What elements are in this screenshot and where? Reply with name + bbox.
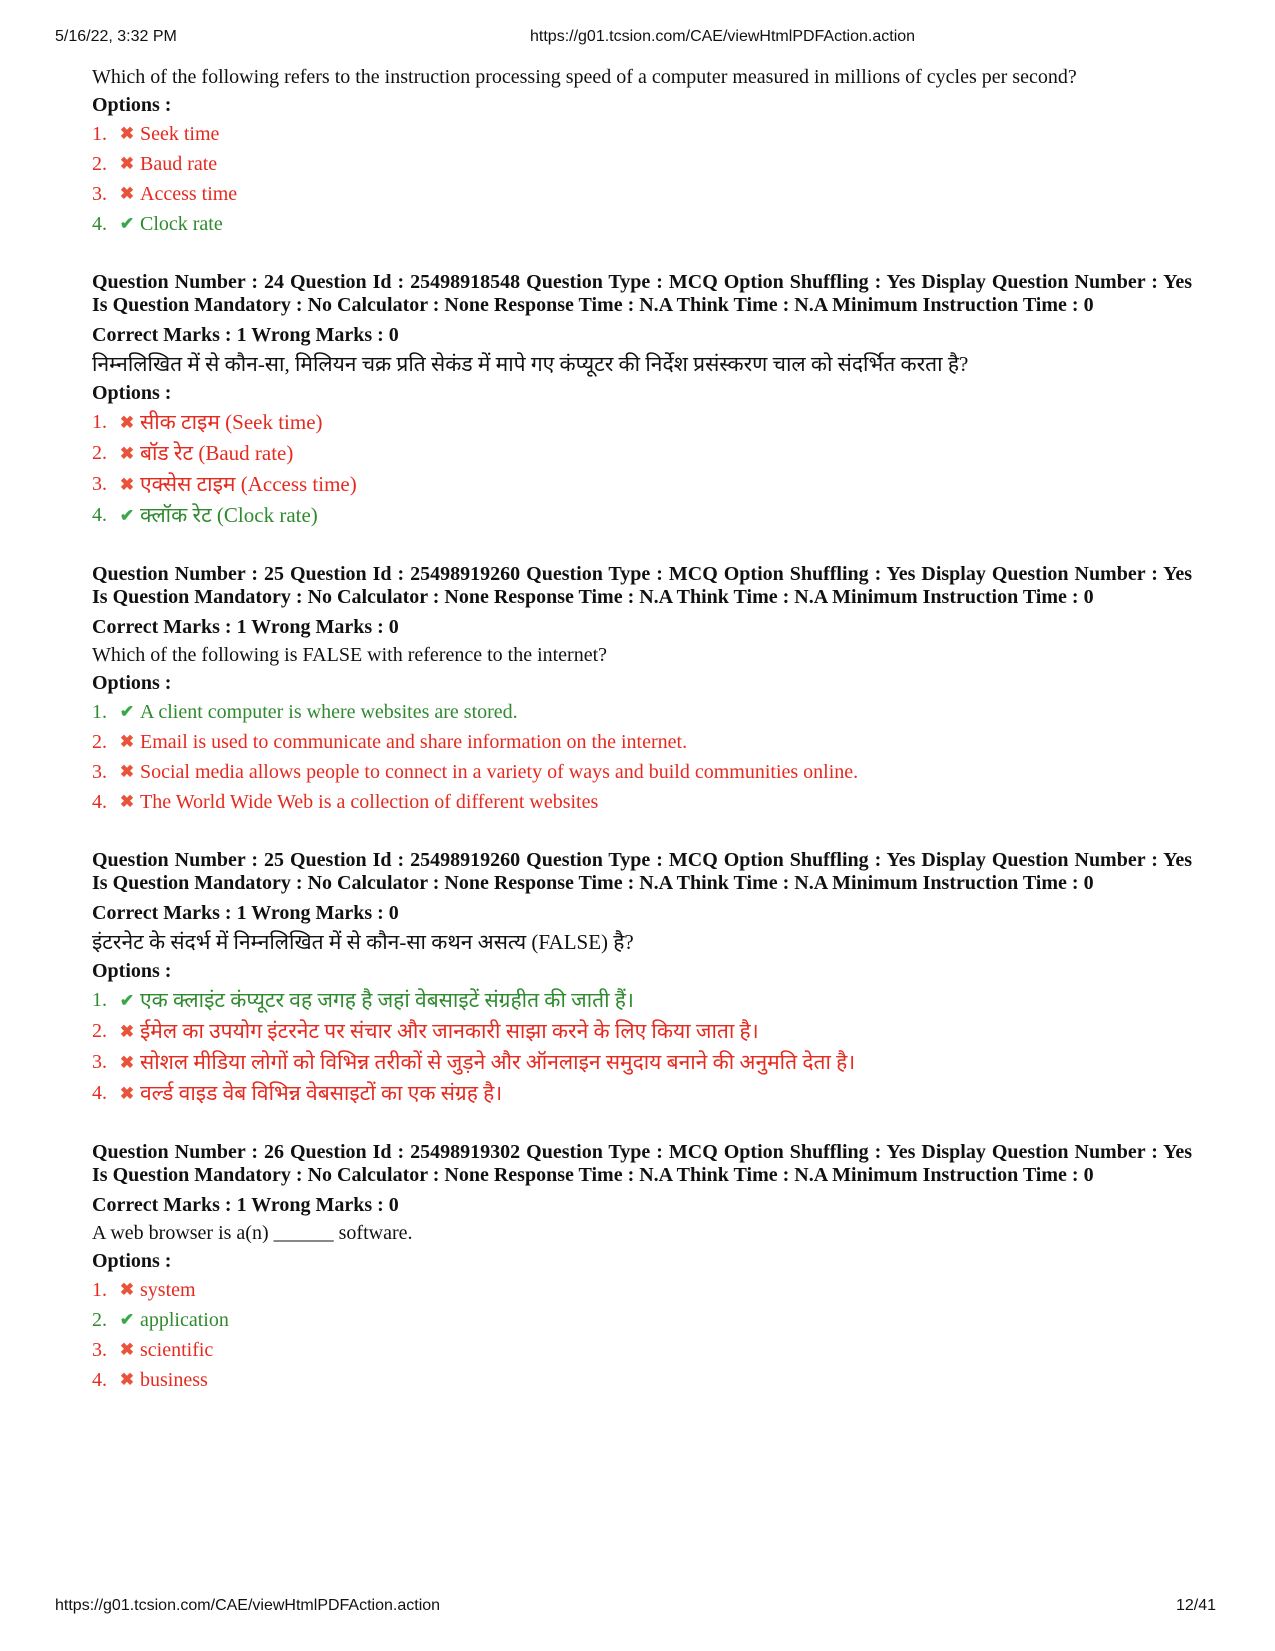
option-text: Clock rate <box>140 213 223 235</box>
cross-icon: ✖ <box>119 475 135 494</box>
question-block <box>92 1141 1192 1395</box>
question-text: A web browser is a(n) ______ software. <box>92 1222 413 1244</box>
cross-icon: ✖ <box>119 184 135 203</box>
question-meta: Question Number : 24 Question Id : 25498918548 Question Type : MCQ Option Shuffling : Yes Display Question Number : Yes Is Question Mandatory : No Calculator : None Response Time : N.A Think Time : N.A Minimum Instruction Time : 0 <box>92 271 1192 316</box>
option-text: बॉड रेट (Baud rate) <box>140 441 294 465</box>
option-text: क्लॉक रेट (Clock rate) <box>140 503 318 527</box>
question-text: निम्नलिखित में से कौन-सा, मिलियन चक्र प्रति सेकंड में मापे गए कंप्यूटर की निर्देश प्रसंस्करण चाल को संदर्भित करता है? <box>92 352 969 376</box>
question-paper <box>92 63 1192 1395</box>
options-label: Options : <box>92 94 172 116</box>
option-item-correct: 2. ✔ application <box>92 1305 1192 1335</box>
cross-icon: ✖ <box>119 1022 135 1041</box>
options-label: Options : <box>92 672 172 694</box>
question-marks: Correct Marks : 1 Wrong Marks : 0 <box>92 616 399 638</box>
options-label: Options : <box>92 960 172 982</box>
option-item: 3. ✖ scientific <box>92 1335 1192 1365</box>
question-marks: Correct Marks : 1 Wrong Marks : 0 <box>92 1194 399 1216</box>
cross-icon: ✖ <box>119 1370 135 1389</box>
option-item: 2. ✖ Email is used to communicate and share information on the internet. <box>92 727 1192 757</box>
question-marks: Correct Marks : 1 Wrong Marks : 0 <box>92 324 399 346</box>
option-item-correct: 1. ✔ A client computer is where websites are stored. <box>92 697 1192 727</box>
options-label: Options : <box>92 382 172 404</box>
option-item-correct: 1. ✔ एक क्लाइंट कंप्यूटर वह जगह है जहां वेबसाइटें संग्रहीत की जाती हैं। <box>92 985 1192 1016</box>
options-label: Options : <box>92 1250 172 1272</box>
page-number: 12/41 <box>1176 1597 1217 1614</box>
option-text: Baud rate <box>140 153 218 175</box>
option-text: सोशल मीडिया लोगों को विभिन्न तरीकों से जुड़ने और ऑनलाइन समुदाय बनाने की अनुमति देता है। <box>140 1050 856 1074</box>
option-text: Access time <box>140 183 238 205</box>
option-text: ईमेल का उपयोग इंटरनेट पर संचार और जानकारी साझा करने के लिए किया जाता है। <box>140 1019 759 1043</box>
cross-icon: ✖ <box>119 444 135 463</box>
option-text: एक क्लाइंट कंप्यूटर वह जगह है जहां वेबसाइटें संग्रहीत की जाती हैं। <box>140 988 634 1012</box>
question-text: Which of the following is FALSE with reference to the internet? <box>92 644 608 666</box>
option-item: 2. ✖ ईमेल का उपयोग इंटरनेट पर संचार और जानकारी साझा करने के लिए किया जाता है। <box>92 1016 1192 1047</box>
question-marks: Correct Marks : 1 Wrong Marks : 0 <box>92 902 399 924</box>
option-text: Seek time <box>140 123 220 145</box>
check-icon: ✔ <box>119 1310 135 1329</box>
question-block <box>92 271 1192 531</box>
cross-icon: ✖ <box>119 1053 135 1072</box>
question-text: Which of the following refers to the instruction processing speed of a computer measured in millions of cycles per second? <box>92 66 1077 88</box>
print-datetime: 5/16/22, 3:32 PM <box>55 28 177 45</box>
cross-icon: ✖ <box>119 732 135 751</box>
print-header-url: https://g01.tcsion.com/CAE/viewHtmlPDFAction.action <box>530 28 916 45</box>
option-item: 4. ✖ वर्ल्ड वाइड वेब विभिन्न वेबसाइटों का एक संग्रह है। <box>92 1078 1192 1109</box>
question-meta: Question Number : 26 Question Id : 25498919302 Question Type : MCQ Option Shuffling : Yes Display Question Number : Yes Is Question Mandatory : No Calculator : None Response Time : N.A Think Time : N.A Minimum Instruction Time : 0 <box>92 1141 1192 1186</box>
option-text: Social media allows people to connect in a variety of ways and build communities online. <box>140 761 859 783</box>
cross-icon: ✖ <box>119 762 135 781</box>
option-item: 2. ✖ बॉड रेट (Baud rate) <box>92 438 1192 469</box>
check-icon: ✔ <box>119 702 135 721</box>
question-meta: Question Number : 25 Question Id : 25498919260 Question Type : MCQ Option Shuffling : Yes Display Question Number : Yes Is Question Mandatory : No Calculator : None Response Time : N.A Think Time : N.A Minimum Instruction Time : 0 <box>92 849 1192 894</box>
cross-icon: ✖ <box>119 1280 135 1299</box>
option-text: एक्सेस टाइम (Access time) <box>140 472 357 496</box>
option-item: 3. ✖ सोशल मीडिया लोगों को विभिन्न तरीकों से जुड़ने और ऑनलाइन समुदाय बनाने की अनुमति देता है। <box>92 1047 1192 1078</box>
option-item-correct: 4. ✔ क्लॉक रेट (Clock rate) <box>92 500 1192 531</box>
check-icon: ✔ <box>119 214 135 233</box>
option-item: 3. ✖ एक्सेस टाइम (Access time) <box>92 469 1192 500</box>
option-item: 4. ✖ business <box>92 1365 1192 1395</box>
option-item: 4. ✖ The World Wide Web is a collection of different websites <box>92 787 1192 817</box>
option-text: application <box>140 1309 229 1331</box>
option-text: business <box>140 1369 208 1391</box>
cross-icon: ✖ <box>119 1084 135 1103</box>
question-text: इंटरनेट के संदर्भ में निम्नलिखित में से कौन-सा कथन असत्य (FALSE) है? <box>92 930 634 954</box>
option-item: 2. ✖ Baud rate <box>92 149 1192 179</box>
option-item: 1. ✖ सीक टाइम (Seek time) <box>92 407 1192 438</box>
cross-icon: ✖ <box>119 1340 135 1359</box>
question-block <box>92 63 1192 239</box>
question-block <box>92 563 1192 817</box>
question-block <box>92 849 1192 1109</box>
option-text: system <box>140 1279 196 1301</box>
option-item: 1. ✖ Seek time <box>92 119 1192 149</box>
check-icon: ✔ <box>119 506 135 525</box>
check-icon: ✔ <box>119 991 135 1010</box>
option-text: Email is used to communicate and share information on the internet. <box>140 731 688 753</box>
option-text: A client computer is where websites are stored. <box>140 701 518 723</box>
cross-icon: ✖ <box>119 413 135 432</box>
cross-icon: ✖ <box>119 124 135 143</box>
cross-icon: ✖ <box>119 792 135 811</box>
question-meta: Question Number : 25 Question Id : 25498919260 Question Type : MCQ Option Shuffling : Yes Display Question Number : Yes Is Question Mandatory : No Calculator : None Response Time : N.A Think Time : N.A Minimum Instruction Time : 0 <box>92 563 1192 608</box>
option-item: 1. ✖ system <box>92 1275 1192 1305</box>
option-text: scientific <box>140 1339 214 1361</box>
print-footer-url: https://g01.tcsion.com/CAE/viewHtmlPDFAction.action <box>55 1597 441 1614</box>
option-text: सीक टाइम (Seek time) <box>140 410 323 434</box>
option-item-correct: 4. ✔ Clock rate <box>92 209 1192 239</box>
option-item: 3. ✖ Social media allows people to connect in a variety of ways and build communities online. <box>92 757 1192 787</box>
option-text: The World Wide Web is a collection of different websites <box>140 791 599 813</box>
option-item: 3. ✖ Access time <box>92 179 1192 209</box>
cross-icon: ✖ <box>119 154 135 173</box>
option-text: वर्ल्ड वाइड वेब विभिन्न वेबसाइटों का एक संग्रह है। <box>140 1081 503 1105</box>
